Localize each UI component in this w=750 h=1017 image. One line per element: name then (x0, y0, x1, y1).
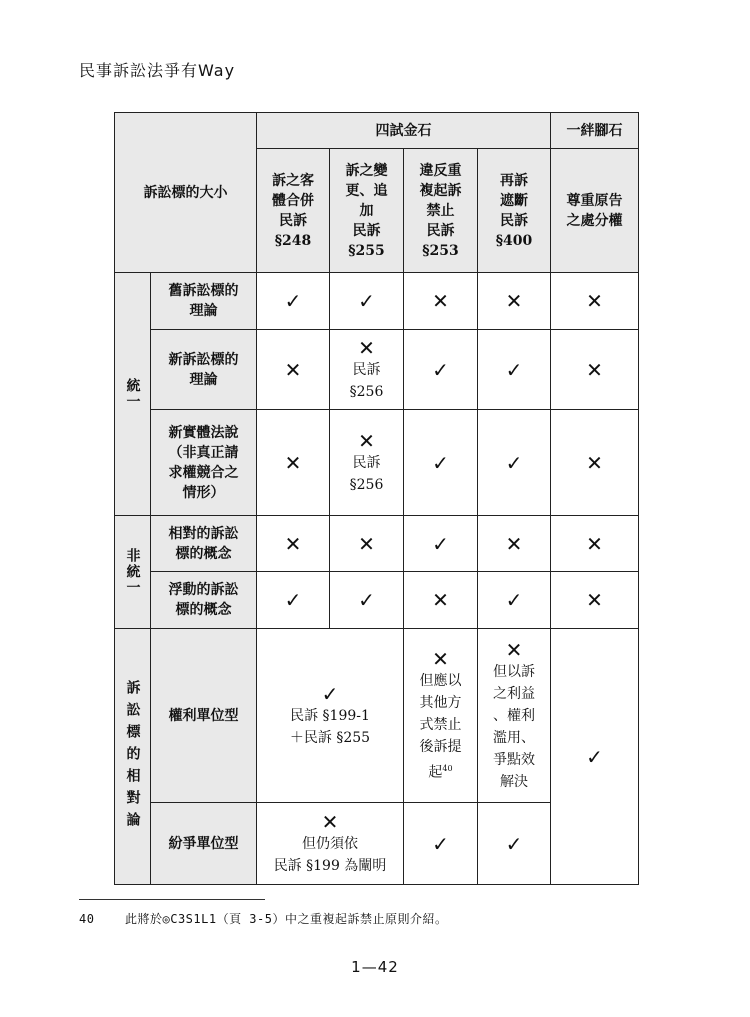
row-label: 新訴訟標的 理論 (151, 330, 257, 410)
check-icon: ✓ (505, 831, 523, 856)
cross-icon: ✕ (358, 428, 375, 453)
row-label: 紛爭單位型 (151, 803, 257, 885)
cross-icon: ✕ (358, 335, 375, 360)
cross-cell (478, 273, 551, 330)
check-icon: ✓ (505, 588, 523, 612)
column-header: 違反重 複起訴 禁止 民訴 §253 (404, 149, 478, 273)
check-icon: ✓ (321, 681, 339, 706)
group-four-header: 四試金石 (257, 113, 551, 149)
row-header-cell (115, 113, 257, 273)
footnote-text: 此將於◎C3S1L1（頁 3-5）中之重複起訴禁止原則介紹。 (125, 912, 448, 926)
row-label: 新實體法說 （非真正請 求權競合之 情形） (151, 410, 257, 516)
cross-icon: ✕ (284, 450, 302, 475)
row-header: 訴訟標的大小 (143, 184, 228, 201)
check-icon: ✓ (432, 831, 449, 856)
column-header: 再訴 遮斷 民訴 §400 (478, 149, 551, 273)
footnote-ref: 40 (442, 763, 453, 773)
cross-icon: ✕ (358, 531, 375, 556)
cross-cell (551, 273, 639, 330)
footnote (79, 910, 447, 927)
running-title: 民事訴訟法爭有Way (79, 61, 236, 80)
cross-cell (404, 273, 478, 330)
check-icon: ✓ (358, 289, 375, 313)
check-icon: ✓ (432, 357, 449, 382)
row-label: 權利單位型 (151, 629, 257, 803)
footnote-divider (79, 899, 265, 900)
cross-icon: ✕ (586, 531, 603, 556)
check-icon: ✓ (505, 450, 523, 475)
group-unified: 統一 (115, 273, 151, 516)
group-non-unified: 非統一 (115, 516, 151, 629)
cross-icon: ✕ (321, 809, 339, 834)
merged-cell: ✕ 但仍須依 民訴 §199 為闡明 (257, 803, 404, 885)
cross-icon: ✕ (586, 357, 603, 382)
comparison-table: 訴訟標的大小 四試金石 一絆腳石 訴之客 體合併 民訴 §248 訴之變 更、追 加 民訴 §255 違反重 複起訴 禁止 民訴 §253 再訴 遮斷 民訴 §400 尊重原告 之處分權 統一 舊訴訟標的 理論 ✓ ✓ ✕ ✕ ✕ 新訴訟標的 理論 ✕ ✕ 民訴 §256 ✓ ✓ ✕ 新實體法說 （非真正請 求權競合之 情形） ✕ ✕ 民訴 §256 ✓ ✓ ✕ 非統一 相對的訴訟 標的概念 ✕ ✕ ✓ ✕ ✕ 浮動的訴訟 標的概念 ✓ ✓ ✕ ✓ ✕ 訴訟標的相對論 權利單位型 ✓ 民訴 §199-1 ＋民訴 §255 ✕ 但應以 其他方 式禁止 後訴提 起$^{40}$ ✕ 但以訴 之利益 、權利 濫用、 爭點效 解決 ✓ 紛爭單位型 ✕ 但仍須依 民訴 §199 為闡明 ✓ ✓ (114, 112, 639, 885)
cross-icon: ✕ (284, 357, 302, 382)
column-header: 訴之變 更、追 加 民訴 §255 (330, 149, 404, 273)
check-icon: ✓ (358, 588, 375, 612)
check-cell (330, 273, 404, 330)
check-icon: ✓ (432, 450, 449, 475)
cross-icon: ✕ (505, 289, 523, 313)
row-label: 舊訴訟標的 理論 (151, 273, 257, 330)
cross-icon: ✕ (586, 289, 603, 313)
cross-icon: ✕ (505, 531, 523, 556)
note-cell: ✕ 但以訴 之利益 、權利 濫用、 爭點效 解決 (478, 629, 551, 803)
check-icon: ✓ (432, 531, 449, 556)
cross-icon: ✕ (432, 289, 449, 313)
cross-icon: ✕ (284, 531, 302, 556)
row-label: 浮動的訴訟 標的概念 (151, 572, 257, 629)
group-one-header: 一絆腳石 (551, 113, 639, 149)
cross-icon: ✕ (432, 646, 449, 671)
page-number: 1—42 (351, 958, 399, 976)
cross-icon: ✕ (432, 588, 449, 612)
check-icon: ✓ (284, 588, 302, 612)
cross-icon: ✕ (586, 588, 603, 612)
merged-cell: ✓ 民訴 §199-1 ＋民訴 §255 (257, 629, 404, 803)
check-icon: ✓ (284, 289, 302, 313)
note-cell: ✕ 但應以 其他方 式禁止 後訴提 起$^{40}$ (404, 629, 478, 803)
check-icon: ✓ (505, 357, 523, 382)
group-relative: 訴訟標的相對論 (115, 629, 151, 885)
row-label: 相對的訴訟 標的概念 (151, 516, 257, 572)
column-header: 尊重原告 之處分權 (551, 149, 639, 273)
footnote-number: 40 (79, 912, 95, 926)
column-header: 訴之客 體合併 民訴 §248 (257, 149, 330, 273)
cross-icon: ✕ (586, 450, 603, 475)
cross-icon: ✕ (505, 637, 523, 662)
check-cell (257, 273, 330, 330)
check-icon: ✓ (586, 744, 603, 769)
